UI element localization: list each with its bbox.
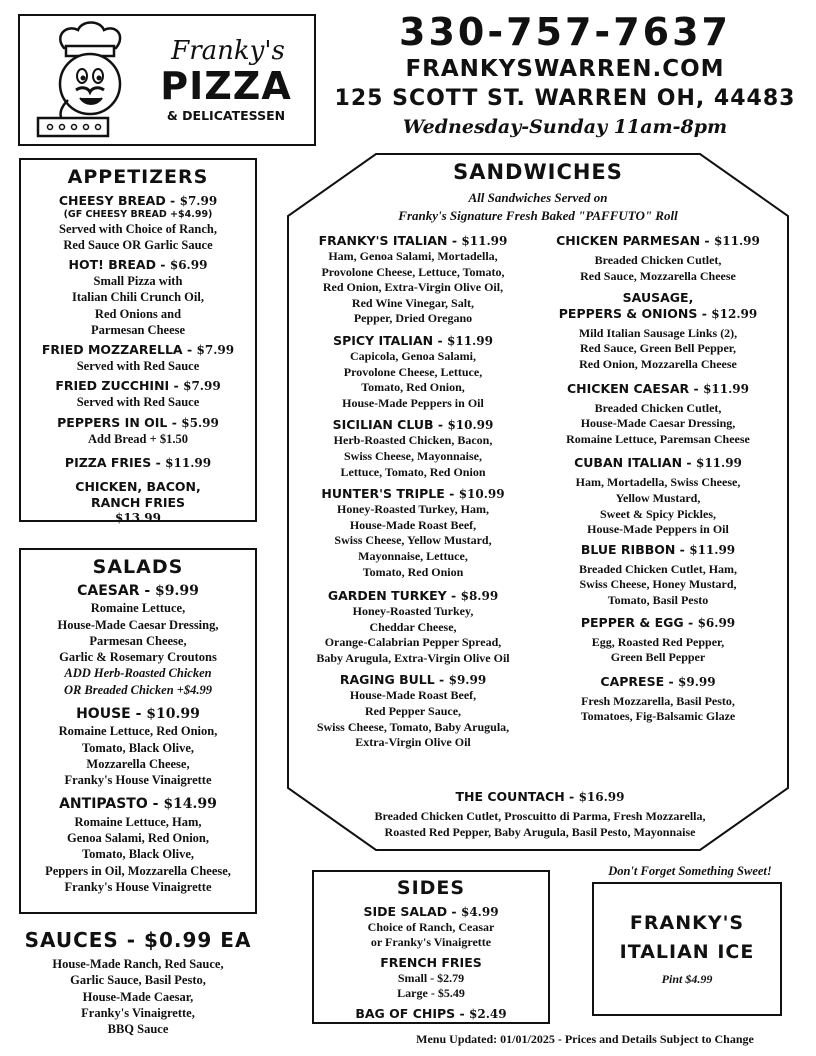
italian-ice-section (592, 882, 782, 1016)
sandwiches-subtitle: All Sandwiches Served on Franky's Signature Fresh Baked "PAFFUTO" Roll (398, 190, 678, 223)
item-price: $5.99 (181, 415, 219, 430)
menu-item (540, 674, 776, 725)
item-name: CHICKEN PARMESAN - (556, 233, 710, 248)
menu-item-countach (330, 789, 750, 840)
item-price: $9.99 (448, 673, 487, 688)
item-desc: Served with Choice of Ranch, Red Sauce OR Garlic Sauce (59, 221, 217, 252)
item-price: $11.99 (695, 456, 742, 471)
appetizers-section (19, 158, 257, 526)
item-name: FRIED ZUCCHINI - (55, 378, 179, 394)
sides-title: SIDES (396, 877, 466, 899)
website-link[interactable]: FRANKYSWARREN.COM (405, 56, 725, 82)
item-desc: Honey-Roasted Turkey, Ham, House-Made Roast Beef, Swiss Cheese, Yellow Mustard, Mayonnaise, Lettuce, Tomato, Red Onion (334, 502, 492, 579)
item-size-small: Small - $2.79 (397, 970, 465, 985)
italian-ice-price: Pint $4.99 (661, 971, 713, 986)
item-desc: Romaine Lettuce, Red Onion, Tomato, Black Olive, Mozzarella Cheese, Franky's House Vinaigrette (58, 724, 218, 788)
menu-item (314, 904, 548, 951)
item-desc: Choice of Ranch, Ceasar or Franky's Vinaigrette (367, 919, 495, 950)
logo-deli: & DELICATESSEN (166, 108, 286, 123)
item-name: CHEESY BREAD - (58, 192, 176, 208)
item-name: BLUE RIBBON - (580, 541, 685, 557)
menu-item (300, 588, 526, 666)
item-name: HUNTER'S TRIPLE - (321, 486, 455, 502)
chef-mascot-icon (24, 18, 144, 144)
item-desc: Served with Red Sauce (76, 359, 200, 374)
menu-item (314, 955, 548, 1002)
item-desc: Romaine Lettuce, House-Made Caesar Dressing, Parmesan Cheese, Garlic & Rosemary Croutons (57, 601, 219, 665)
item-price: $6.99 (697, 615, 736, 630)
item-name: SPICY ITALIAN - (333, 332, 443, 348)
item-desc: Romaine Lettuce, Ham, Genoa Salami, Red Onion, Tomato, Black Olive, Peppers in Oil, Mozzarella Cheese, Franky's House Vinaigrette (45, 814, 231, 894)
item-desc: Breaded Chicken Cutlet, Red Sauce, Mozzarella Cheese (580, 253, 736, 283)
item-desc: Served with Red Sauce (76, 395, 200, 410)
item-desc: Small Pizza with Italian Chili Crunch Oil, Red Onions and Parmesan Cheese (72, 274, 204, 337)
menu-updated-note: Menu Updated: 01/01/2025 - Prices and Details Subject to Change (416, 1032, 754, 1046)
address: 125 SCOTT ST. WARREN OH, 44483 (334, 86, 796, 111)
item-name: ANTIPASTO - (59, 796, 159, 813)
sauces-title: SAUCES - $0.99 EA (24, 928, 252, 952)
menu-item (21, 796, 255, 895)
logo-script: Franky's (171, 36, 285, 66)
item-desc: Capicola, Genoa Salami, Provolone Cheese, Lettuce, Tomato, Red Onion, House-Made Peppers in Oil (342, 348, 484, 410)
item-name: FRIED MOZZARELLA - (41, 342, 193, 358)
sandwiches-title: SANDWICHES (453, 160, 623, 184)
item-desc: House-Made Roast Beef, Red Pepper Sauce, Swiss Cheese, Tomato, Baby Arugula, Extra-Virgin Olive Oil (316, 688, 510, 750)
item-name: CHICKEN, BACON, RANCH FRIES (75, 478, 201, 510)
item-desc: Breaded Chicken Cutlet, Ham, Swiss Cheese, Honey Mustard, Tomato, Basil Pesto (578, 561, 738, 607)
menu-item (540, 381, 776, 448)
item-name: PIZZA FRIES - (64, 454, 161, 470)
menu-item (21, 193, 255, 253)
item-price: $9.99 (155, 582, 199, 599)
item-price: $9.99 (678, 674, 716, 689)
item-price: $11.99 (689, 542, 736, 557)
item-price: $14.99 (163, 796, 217, 813)
menu-item (21, 257, 255, 338)
item-price: $11.99 (447, 333, 493, 348)
item-name: CUBAN ITALIAN - (574, 455, 692, 471)
item-note: (GF CHEESY BREAD +$4.99) (63, 208, 213, 220)
item-price: $12.99 (711, 306, 758, 321)
hours: Wednesday-Sunday 11am-8pm (402, 116, 728, 138)
menu-item (300, 672, 526, 750)
italian-ice-title-2: ITALIAN ICE (619, 940, 755, 963)
italian-ice-title-1: FRANKY'S (629, 912, 745, 934)
item-price: $10.99 (447, 418, 494, 433)
menu-item (540, 290, 776, 372)
menu-item (540, 542, 776, 609)
item-name: HOUSE - (76, 705, 142, 722)
item-price: $4.99 (460, 904, 499, 919)
menu-item (540, 455, 776, 537)
item-price: $7.99 (196, 343, 235, 358)
logo-box (18, 14, 316, 146)
sides-section (312, 870, 550, 1024)
item-name: FRENCH FRIES (380, 954, 482, 970)
menu-item (21, 479, 255, 526)
item-name: CAESAR - (77, 582, 151, 599)
menu-item (21, 415, 255, 447)
menu-item (540, 233, 776, 284)
menu-item (300, 333, 526, 411)
menu-item (314, 1006, 548, 1022)
dessert-reminder: Don't Forget Something Sweet! (608, 864, 772, 878)
item-price: $7.99 (183, 379, 221, 394)
item-price: $11.99 (713, 234, 760, 248)
menu-item (540, 615, 776, 666)
item-name: FRANKY'S ITALIAN - (318, 233, 458, 248)
sauces-list: House-Made Ranch, Red Sauce, Garlic Sauce, Basil Pesto, House-Made Caesar, Franky's Vinaigrette, BBQ Sauce (52, 957, 224, 1036)
salads-section (19, 548, 257, 914)
item-price: $11.99 (461, 234, 508, 248)
item-size-large: Large - $5.49 (397, 986, 465, 1001)
salads-title: SALADS (92, 556, 184, 578)
item-name: SICILIAN CLUB - (332, 417, 444, 433)
item-price: $10.99 (146, 705, 200, 722)
menu-item (21, 583, 255, 698)
menu-item (21, 706, 255, 789)
item-desc: Breaded Chicken Cutlet, House-Made Caesar Dressing, Romaine Lettuce, Paremsan Cheese (566, 400, 750, 446)
item-desc: Egg, Roasted Red Pepper, Green Bell Pepper (591, 634, 725, 665)
appetizers-title: APPETIZERS (67, 166, 209, 188)
item-name: CAPRESE - (600, 673, 674, 689)
item-name: THE COUNTACH - (455, 789, 575, 804)
menu-item (21, 455, 255, 471)
item-name: HOT! BREAD - (68, 257, 166, 273)
sandwiches-right-column (540, 233, 776, 725)
item-price: $2.49 (469, 1006, 507, 1021)
item-price: $7.99 (179, 193, 218, 208)
item-name: SAUSAGE, PEPPERS & ONIONS - (558, 290, 707, 321)
item-name: BAG OF CHIPS - (355, 1005, 465, 1021)
item-name: GARDEN TURKEY - (327, 588, 457, 604)
item-name: RAGING BULL - (339, 672, 445, 688)
item-price: $11.99 (165, 455, 212, 470)
item-price: $16.99 (578, 790, 625, 804)
logo-pizza: PIZZA (160, 64, 292, 108)
item-desc: Mild Italian Sausage Links (2), Red Sauce, Green Bell Pepper, Red Onion, Mozzarella Cheese (578, 325, 738, 371)
menu-item (300, 233, 526, 327)
item-desc: Add Bread + $1.50 (88, 431, 188, 446)
item-desc: Ham, Genoa Salami, Mortadella, Provolone Cheese, Lettuce, Tomato, Red Onion, Extra-Virgin Olive Oil, Red Wine Vinegar, Salt, Pepper, Dried Oregano (321, 249, 505, 326)
menu-item (21, 342, 255, 374)
item-desc: Honey-Roasted Turkey, Cheddar Cheese, Orange-Calabrian Pepper Spread, Baby Arugula, Extra-Virgin Olive Oil (316, 604, 510, 665)
item-name: CHICKEN CAESAR - (566, 380, 699, 396)
item-desc: Breaded Chicken Cutlet, Proscuitto di Parma, Fresh Mozzarella, Roasted Red Pepper, Baby Arugula, Basil Pesto, Mayonnaise (374, 809, 706, 839)
menu-item (300, 417, 526, 480)
item-name: PEPPER & EGG - (580, 614, 694, 630)
sauces-section (18, 928, 258, 1037)
menu-item (21, 378, 255, 410)
item-price: $13.99 (115, 511, 161, 526)
sandwiches-left-column (300, 233, 526, 751)
item-desc: Fresh Mozzarella, Basil Pesto, Tomatoes, Fig-Balsamic Glaze (580, 693, 736, 724)
menu-item (300, 486, 526, 580)
item-name: SIDE SALAD - (363, 903, 457, 919)
item-price: $6.99 (169, 258, 208, 273)
item-addon: ADD Herb-Roasted Chicken OR Breaded Chicken +$4.99 (63, 666, 213, 697)
phone-number[interactable]: 330-757-7637 (399, 10, 731, 54)
item-price: $11.99 (703, 381, 750, 396)
item-price: $8.99 (460, 589, 499, 604)
item-price: $10.99 (458, 487, 505, 502)
item-desc: Ham, Mortadella, Swiss Cheese, Yellow Mustard, Sweet & Spicy Pickles, House-Made Peppers in Oil (575, 475, 741, 537)
item-name: PEPPERS IN OIL - (57, 414, 177, 430)
item-desc: Herb-Roasted Chicken, Bacon, Swiss Cheese, Mayonnaise, Lettuce, Tomato, Red Onion (333, 433, 493, 479)
